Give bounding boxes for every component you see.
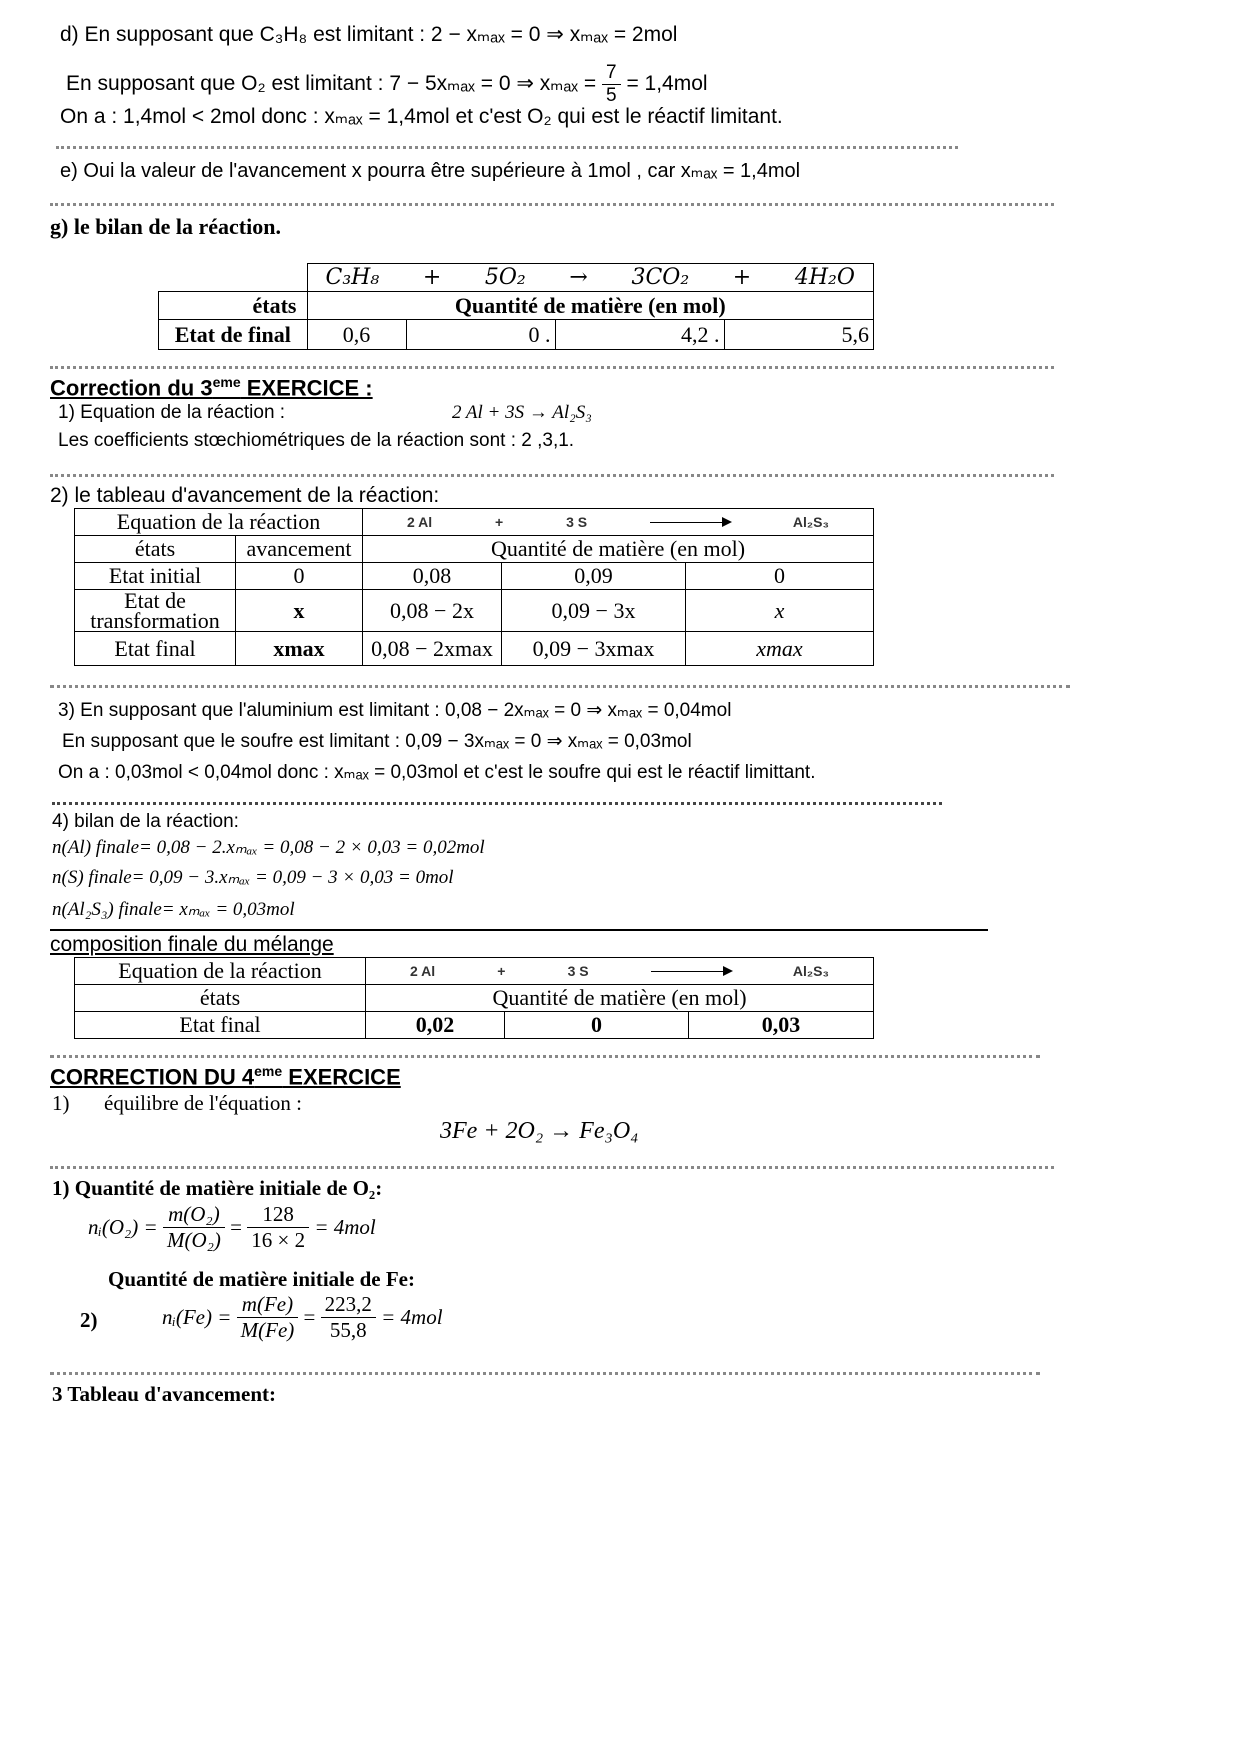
right-arrow-icon [651,971,731,972]
ex3-row-adv: 0 [236,563,363,590]
ex3-q4-line3: n(Al₂S₃) finale= xₘₐₓ = 0,03mol [52,899,295,920]
ex3-final-eq-label: Equation de la réaction [75,958,366,985]
ex4-q2-title: 1) Quantité de matière initiale de O₂: [52,1176,383,1200]
ex4-o2-result: = 4mol [314,1215,376,1239]
ex4-fe-title: Quantité de matière initiale de Fe: [108,1267,415,1291]
ex2-d-line2-right: = 1,4mol [626,72,708,96]
separator [50,685,1070,688]
eq-2al: 2 Al [410,963,436,979]
right-arrow-icon [650,522,730,523]
ex3-row-c2: 0,09 [502,563,686,590]
ex2-g-title: g) le bilan de la réaction. [50,214,281,239]
ex2-g-empty-cell [159,264,308,292]
separator [50,474,1054,477]
ex3-q3-line3: On a : 0,03mol < 0,04mol donc : xₘₐₓ = 0,03mol et c'est le soufre qui est le réactif limittant. [58,762,816,783]
ex2-g-row-label: Etat de final [159,320,308,350]
ex3-q2-label: 2) le tableau d'avancement de la réaction: [50,484,440,507]
ex4-o2-formula [88,1202,376,1253]
ex4-fe-formula [162,1292,443,1343]
ex3-title-suffix: EXERCICE : [240,375,373,401]
ex4-o2-frac2 [247,1202,309,1253]
ex3-col-quantity: Quantité de matière (en mol) [363,536,874,563]
ex3-row-c2: 0,09 − 3x [502,590,686,632]
ex3-col-adv: avancement [236,536,363,563]
ex4-o2-frac1 [163,1202,225,1253]
ex3-q4-line1: n(Al) finale= 0,08 − 2.xₘₐₓ = 0,08 − 2 × 0,03 = 0,02mol [52,837,485,858]
ex3-col-states: états [75,536,236,563]
ex4-fe-frac1-den: M(Fe) [240,1318,295,1342]
eq-plus: + [732,265,752,290]
separator [52,802,942,805]
eq-2al: 2 Al [407,514,433,530]
ex2-d-line1: d) En supposant que C₃H₈ est limitant : 2 − xₘₐₓ = 0 ⇒ xₘₐₓ = 2mol [60,23,678,46]
ex2-d-line2-left: En supposant que O₂ est limitant : 7 − 5xₘₐₓ = 0 ⇒ xₘₐₓ = [66,72,603,96]
ex3-final-value: 0,03 [689,1012,874,1039]
ex4-title-sup: eme [254,1063,283,1079]
ex2-g-col-quantity: Quantité de matière (en mol) [307,292,874,320]
ex4-title-prefix: CORRECTION DU 4 [50,1064,255,1090]
ex4-fe-num: 2) [80,1308,98,1332]
eq-4h2o: 4H₂O [794,265,855,290]
ex4-o2-frac1-den: M(O₂) [166,1228,221,1252]
ex4-fe-frac2-num: 223,2 [321,1292,376,1318]
ex2-d-fraction [602,62,621,107]
ex2-g-value: 0 . [406,320,555,350]
ex3-final-eq-cell [366,958,874,985]
divider [50,929,988,931]
ex3-eq-cell [363,509,874,536]
ex2-d-line2 [66,62,708,107]
separator [50,366,1054,369]
ex3-row-state: Etat final [75,632,236,666]
eq-plus: + [422,265,442,290]
ex4-equation: 3Fe + 2O₂ → Fe₃O₄ [440,1118,639,1144]
ex4-q1-text: équilibre de l'équation : [104,1091,302,1115]
separator [50,203,1054,206]
ex4-o2-frac2-num: 128 [247,1202,309,1228]
eq-c3h8: C₃H₈ [325,265,380,290]
eq-al2s3: Al₂S₃ [792,963,829,979]
ex4-fe-frac2 [321,1292,376,1343]
equals-sign: = [230,1215,242,1239]
eq-arrow: → [569,265,588,290]
ex3-row-adv: x [236,590,363,632]
ex3-row-adv: xmax [236,632,363,666]
ex3-q1-coeffs: Les coefficients stœchiométriques de la réaction sont : 2 ,3,1. [58,430,575,451]
eq-5o2: 5O₂ [484,265,526,290]
separator [50,1055,1040,1058]
ex3-row-c3: x [686,590,874,632]
eq-plus: + [497,963,506,979]
ex4-o2-frac1-num: m(O₂) [163,1202,225,1228]
ex2-d-line3: On a : 1,4mol < 2mol donc : xₘₐₓ = 1,4mol et c'est O₂ qui est le réactif limitant. [60,105,783,128]
ex3-title-sup: eme [212,374,241,390]
ex3-row-c1: 0,08 [363,563,502,590]
ex3-q4-label: 4) bilan de la réaction: [52,811,239,832]
ex3-q1-label: 1) Equation de la réaction : [58,402,286,423]
eq-3s: 3 S [566,514,588,530]
ex3-q3-line1: 3) En supposant que l'aluminium est limitant : 0,08 − 2xₘₐₓ = 0 ⇒ xₘₐₓ = 0,04mol [58,700,732,721]
ex4-title-suffix: EXERCICE [282,1064,401,1090]
ex3-row-state: Etat de transformation [75,590,236,632]
ex3-final-col-quantity: Quantité de matière (en mol) [366,985,874,1012]
ex4-o2-lhs: nᵢ(O₂) = [88,1215,158,1239]
ex3-final-table [74,957,874,1039]
ex4-fe-result: = 4mol [381,1305,443,1329]
ex4-fe-frac1 [237,1292,299,1343]
ex3-final-value: 0,02 [366,1012,505,1039]
ex2-g-value: 0,6 [307,320,406,350]
eq-al2s3: Al₂S₃ [792,514,829,530]
ex3-q1-equation: 2 Al + 3S → Al₂S₃ [452,402,592,423]
ex2-g-col-states: états [159,292,308,320]
ex2-d-frac-den: 5 [606,85,617,106]
ex4-fe-lhs: nᵢ(Fe) = [162,1305,232,1329]
ex3-composition-label: composition finale du mélange [50,933,334,956]
separator [56,146,958,149]
ex4-q1-num: 1) [52,1091,70,1115]
ex3-eq-label: Equation de la réaction [75,509,363,536]
ex2-g-value: 4,2 . [555,320,724,350]
ex3-row-state: Etat initial [75,563,236,590]
ex3-title-prefix: Correction du 3 [50,375,213,401]
ex2-g-value: 5,6 [724,320,874,350]
ex4-o2-frac2-den: 16 × 2 [251,1228,306,1252]
ex2-g-table [158,263,874,350]
ex4-q3-title: 3 Tableau d'avancement: [52,1382,277,1406]
ex3-progress-table [74,508,874,666]
ex2-d-frac-num: 7 [602,62,621,85]
ex2-g-equation [307,264,874,292]
ex2-e-line: e) Oui la valeur de l'avancement x pourra être supérieure à 1mol , car xₘₐₓ = 1,4mol [60,160,801,182]
ex3-row-c3: 0 [686,563,874,590]
eq-plus: + [495,514,504,530]
eq-3s: 3 S [567,963,589,979]
ex3-q3-line2: En supposant que le soufre est limitant : 0,09 − 3xₘₐₓ = 0 ⇒ xₘₐₓ = 0,03mol [62,731,692,752]
ex4-fe-frac1-num: m(Fe) [237,1292,299,1318]
ex4-fe-frac2-den: 55,8 [329,1318,367,1342]
ex3-final-row-label: Etat final [75,1012,366,1039]
separator [50,1372,1040,1375]
equals-sign: = [303,1305,316,1329]
ex4-title [50,1063,401,1090]
ex3-row-c1: 0,08 − 2xmax [363,632,502,666]
ex3-row-c3: xmax [686,632,874,666]
eq-3co2: 3CO₂ [631,265,690,290]
separator [50,1166,1054,1169]
ex3-q4-line2: n(S) finale= 0,09 − 3.xₘₐₓ = 0,09 − 3 × 0,03 = 0mol [52,867,454,888]
ex3-row-c1: 0,08 − 2x [363,590,502,632]
ex3-final-value: 0 [505,1012,689,1039]
ex3-final-col-states: états [75,985,366,1012]
ex3-row-c2: 0,09 − 3xmax [502,632,686,666]
ex3-title [50,374,373,401]
